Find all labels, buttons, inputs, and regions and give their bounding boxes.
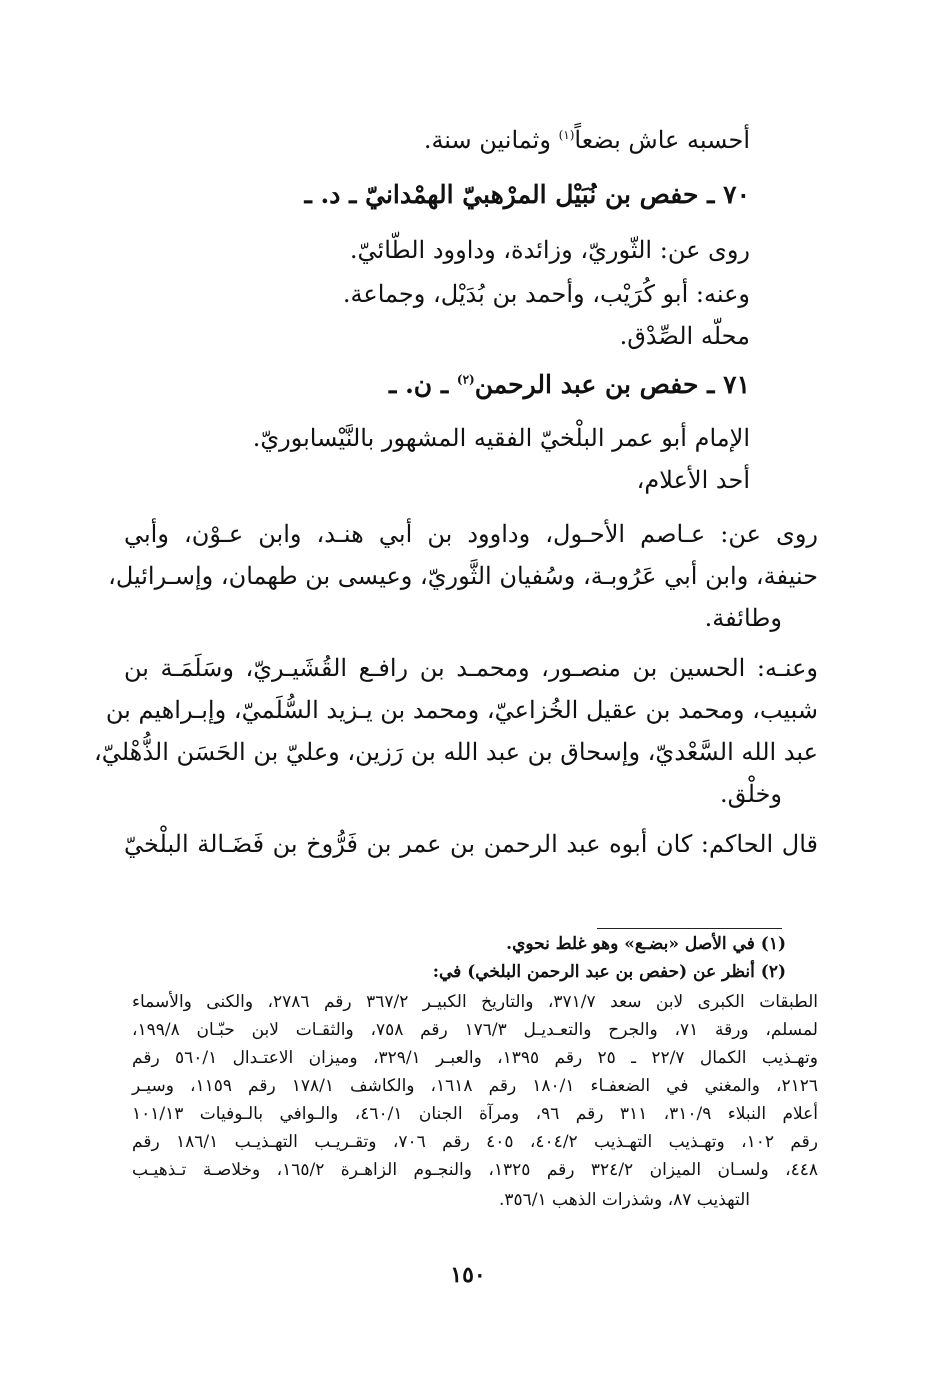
continuation-text: أحسبه عاش بضعاً [574, 126, 750, 154]
footnote-2-line-6: رقم ١٠٢، وتهـذيب التهـذيب ٤٠٤/٢، ٤٠٥ رقم ٧٠٦، وتقـريـب التهـذيـب ١٨٦/١ رقم [132, 1132, 818, 1152]
entry-71-line-1: الإمام أبو عمر البلْخيّ الفقيه المشهور بالنَّيْسابوريّ. [252, 424, 750, 452]
footnote-2-line-5: أعلام النبلاء ٣١٠/٩، ٣١١ رقم ٩٦، ومرآة الجنان ٤٦٠/١، والـوافي بالـوفيات ١٠١/١٣ [132, 1104, 818, 1124]
entry-71-heading-end: ـ ن. ـ [389, 370, 457, 399]
footnote-ref-1: (١) [558, 128, 575, 142]
footnote-2-line-2: لمسلم، ورقة ٧١، والجرح والتعـديـل ١٧٦/٣ رقم ٧٥٨، والثقـات لابن حبّـان ١٩٩/٨، [132, 1020, 818, 1040]
footnote-ref-2: (٢) [456, 372, 475, 387]
narrators-line-1: وعنـه: الحسين بن منصـور، ومحمـد بن رافـع القُشَيـريّ، وسَلَمَـة بن [124, 654, 818, 682]
footnote-1: (١) في الأصل «بضـع» وهو غلط نحوي. [506, 934, 786, 954]
hakim-line-1: قال الحاكم: كان أبوه عبد الرحمن بن عمر بن فَرُّوخ بن فَضَـالة البلْخيّ [124, 830, 818, 858]
narrated-from-line-1: روى عن: عـاصم الأحـول، وداوود بن أبي هنـد، وابن عـوْن، وأبي [124, 520, 818, 548]
entry-70-heading: ٧٠ ـ حفص بن نُبَيْل المرْهبيّ الهمْدانيّ ـ د. ـ [304, 180, 750, 209]
footnote-separator [597, 928, 782, 929]
footnote-2-line-7: ٤٤٨، ولسـان الميزان ٣٢٤/٢ رقم ١٣٢٥، والنجـوم الزاهـرة ١٦٥/٢، وخلاصـة تـذهيـب [132, 1160, 818, 1180]
entry-71-heading [389, 370, 750, 399]
footnote-2-line-4: ٢١٢٦، والمغني في الضعفـاء ١٨٠/١ رقم ١٦١٨، والكاشف ١٧٨/١ رقم ١١٥٩، وسيـر [132, 1076, 818, 1096]
footnote-2-line-1: الطبقات الكبرى لابن سعد ٣٧١/٧، والتاريخ الكبيـر ٣٦٧/٢ رقم ٢٧٨٦، والكنى والأسماء [132, 992, 818, 1012]
entry-71-heading-text: ٧١ ـ حفص بن عبد الرحمن [474, 370, 750, 399]
footnote-2-line-8: التهذيب ٨٧، وشذرات الذهب ٣٥٦/١. [498, 1190, 750, 1210]
continuation-line [424, 126, 750, 155]
narrated-from-line-2: حنيفة، وابن أبي عَرُوبـة، وسُفيان الثَّوريّ، وعيسى بن طهمان، وإسـرائيل، [108, 562, 818, 590]
entry-70-line-2: وعنه: أبو كُرَيْب، وأحمد بن بُدَيْل، وجماعة. [342, 280, 750, 308]
entry-71-line-2: أحد الأعلام، [636, 466, 750, 494]
entry-70-line-1: روى عن: الثّوريّ، وزائدة، وداوود الطّائيّ. [349, 236, 750, 264]
narrated-from-line-3: وطائفة. [704, 604, 782, 632]
continuation-text-end: وثمانين سنة. [423, 126, 559, 154]
page-number: ١٥٠ [450, 1262, 486, 1288]
narrators-line-2: شبيب، ومحمد بن عقيل الخُزاعيّ، ومحمد بن يـزيد السُّلَميّ، وإبـراهيم بن [105, 696, 818, 724]
footnote-2-line-3: وتهـذيب الكمال ٢٢/٧ ـ ٢٥ رقم ١٣٩٥، والعبـر ٣٢٩/١، وميزان الاعتـدال ٥٦٠/١ رقم [132, 1048, 818, 1068]
footnote-2-heading: (٢) أنظر عن (حفص بن عبد الرحمن البلخي) في: [432, 962, 786, 982]
narrators-line-4: وخلْق. [719, 780, 782, 808]
narrators-line-3: عبد الله السَّعْديّ، وإسحاق بن عبد الله بن رَزين، وعليّ بن الحَسَن الذُّهْليّ، [93, 738, 818, 766]
entry-70-line-3: محلّه الصِّدْق. [619, 322, 750, 350]
